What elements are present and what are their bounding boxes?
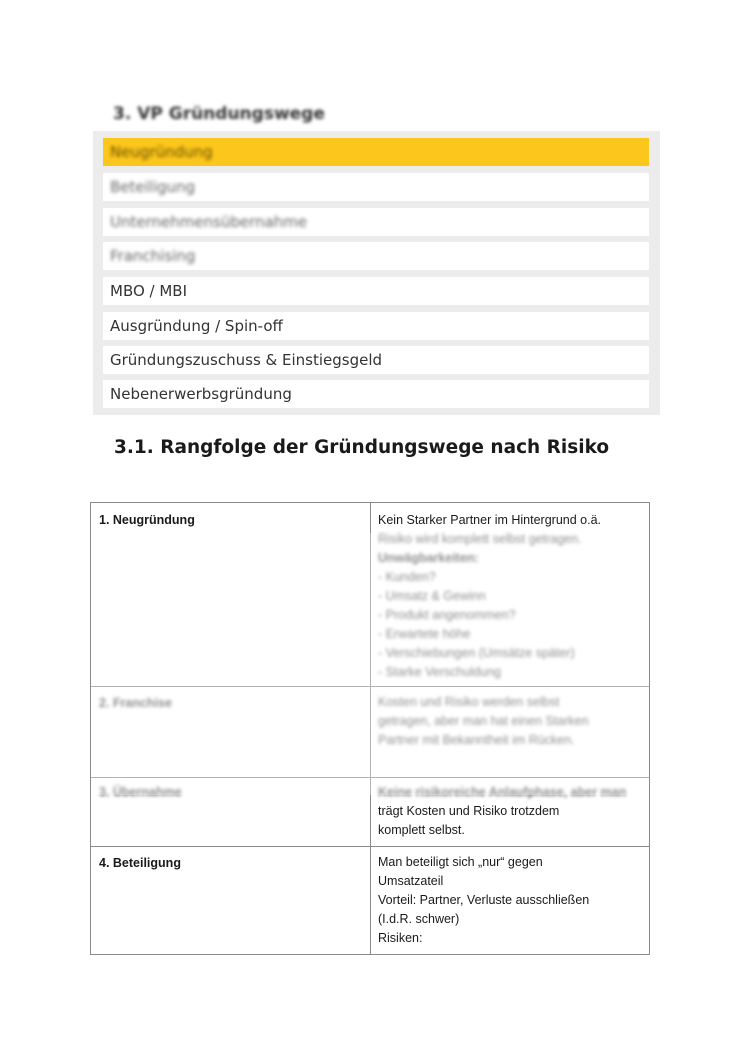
text-line: Partner mit Bekanntheit im Rücken. (378, 733, 575, 747)
option-beteiligung[interactable] (103, 173, 649, 201)
section-heading: 3.1. Rangfolge der Gründungswege nach Risiko (114, 437, 610, 458)
option-label: Ausgründung / Spin-off (110, 317, 283, 335)
text-line: (I.d.R. schwer) (378, 912, 460, 926)
row-divider (91, 686, 649, 687)
text-line: Risiko wird komplett selbst getragen. (378, 532, 582, 546)
text-line: Vorteil: Partner, Verluste ausschließen (378, 893, 590, 907)
option-gruendungszuschuss[interactable] (103, 346, 649, 374)
text-line: - Verschiebungen (Umsätze später) (378, 646, 575, 660)
table-row-text (378, 511, 646, 682)
text-line: Man beteiligt sich „nur“ gegen (378, 855, 543, 869)
row-divider (91, 777, 649, 778)
table-row-label: 1. Neugründung (99, 513, 195, 527)
option-label: Neugründung (110, 143, 213, 161)
blurred-text (378, 530, 646, 682)
option-neugruendung[interactable] (103, 138, 649, 166)
table-row-text (378, 693, 646, 750)
option-label: MBO / MBI (110, 282, 188, 300)
option-mbo-mbi[interactable] (103, 277, 649, 305)
table-row-label: 3. Übernahme (99, 785, 182, 799)
column-divider (370, 503, 371, 954)
table-row-text (378, 853, 646, 948)
option-label: Gründungszuschuss & Einstiegsgeld (110, 351, 383, 369)
risk-table (90, 502, 650, 955)
option-franchising[interactable] (103, 242, 649, 270)
text-line: - Produkt angenommen? (378, 608, 516, 622)
option-label: Unternehmensübernahme (110, 213, 308, 231)
option-unternehmensuebernahme[interactable] (103, 208, 649, 236)
table-row-text (378, 783, 646, 840)
option-label: Franchising (110, 247, 196, 265)
option-label: Nebenerwerbsgründung (110, 385, 292, 403)
text-line: - Starke Verschuldung (378, 665, 501, 679)
text-line: Umsatzateil (378, 874, 444, 888)
section-title: 3. VP Gründungswege (113, 104, 325, 124)
text-line: Kosten und Risiko werden selbst (378, 695, 560, 709)
option-label: Beteiligung (110, 178, 196, 196)
text-line: trägt Kosten und Risiko trotzdem (378, 804, 560, 818)
text-line: Keine risikoreiche Anlaufphase, aber man (378, 785, 627, 799)
options-list (93, 131, 660, 415)
table-row-label: 2. Franchise (99, 696, 172, 710)
option-nebenerwerb[interactable] (103, 380, 649, 408)
text-line: getragen, aber man hat einen Starken (378, 714, 589, 728)
row-divider (91, 846, 649, 847)
text-line: - Umsatz & Gewinn (378, 589, 486, 603)
option-ausgruendung[interactable] (103, 312, 649, 340)
text-line: - Erwartete höhe (378, 627, 471, 641)
text-line: Unwägbarkeiten: (378, 551, 479, 565)
text-line: Kein Starker Partner im Hintergrund o.ä. (378, 513, 602, 527)
text-line: komplett selbst. (378, 823, 465, 837)
text-line: - Kunden? (378, 570, 436, 584)
text-line: Risiken: (378, 931, 423, 945)
table-row-label: 4. Beteiligung (99, 856, 181, 870)
